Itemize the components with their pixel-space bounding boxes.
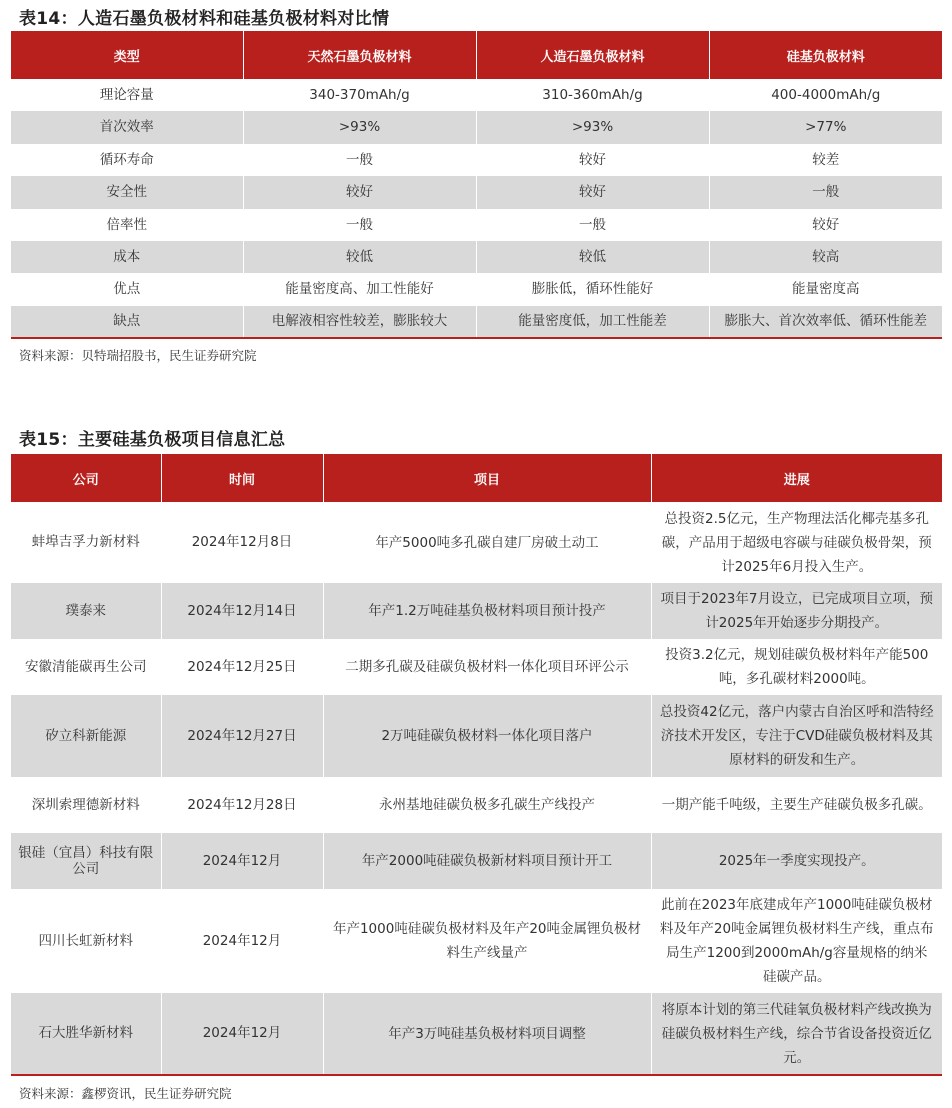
table15-header-project: 项目 <box>323 454 651 502</box>
table-cell: >93% <box>243 111 476 143</box>
table-row <box>11 993 942 1075</box>
table-cell: 永州基地硅碳负极多孔碳生产线投产 <box>323 777 651 833</box>
table-cell: 2024年12月8日 <box>161 502 323 583</box>
table-row <box>11 176 942 208</box>
table-cell: 较好 <box>476 144 709 176</box>
table-cell: 深圳索理德新材料 <box>11 777 161 833</box>
table-cell: 较好 <box>243 176 476 208</box>
table-cell: 一般 <box>243 209 476 241</box>
table14-header-silicon: 硅基负极材料 <box>709 31 942 79</box>
table-cell: 将原本计划的第三代硅氧负极材料产线改换为硅碳负极材料生产线，综合节省设备投资近亿元。 <box>651 993 942 1075</box>
table-cell: 较好 <box>476 176 709 208</box>
table-cell: 310-360mAh/g <box>476 79 709 111</box>
table14-header-type: 类型 <box>11 31 243 79</box>
table-cell: 优点 <box>11 273 243 305</box>
table-cell: 2024年12月27日 <box>161 695 323 777</box>
table-cell: 倍率性 <box>11 209 243 241</box>
table-cell: 较好 <box>812 216 840 233</box>
table-row <box>11 777 942 833</box>
table-cell: 缺点 <box>11 306 243 338</box>
table-row <box>11 889 942 993</box>
table-row <box>11 502 942 583</box>
table-cell: 400-4000mAh/g <box>771 86 881 103</box>
table-cell: >93% <box>476 111 709 143</box>
table-cell: 年产3万吨硅基负极材料项目调整 <box>323 993 651 1075</box>
table-cell: 较低 <box>243 241 476 273</box>
table-cell: 四川长虹新材料 <box>11 889 161 993</box>
table14-header-artificial-graphite: 人造石墨负极材料 <box>476 31 709 79</box>
table-cell: 膨胀大、首次效率低、循环性能差 <box>709 306 942 338</box>
table-cell: 项目于2023年7月设立，已完成项目立项，预计2025年开始逐步分期投产。 <box>651 583 942 639</box>
table-cell: 循环寿命 <box>11 144 243 176</box>
table14-title: 表14：人造石墨负极材料和硅基负极材料对比情 <box>19 9 390 29</box>
table-cell: 一期产能千吨级，主要生产硅碳负极多孔碳。 <box>661 797 932 813</box>
table14-source-note: 资料来源：贝特瑞招股书，民生证券研究院 <box>19 348 257 363</box>
table-cell: 一般 <box>476 209 709 241</box>
table-row <box>11 209 942 241</box>
table-cell: 总投资42亿元，落户内蒙古自治区呼和浩特经济技术开发区，专注于CVD硅碳负极材料及其原材料的研发和生产。 <box>651 695 942 777</box>
table-cell: 安徽清能碳再生公司 <box>11 639 161 695</box>
table-cell: 年产1000吨硅碳负极材料及年产20吨金属锂负极材料生产线量产 <box>323 889 651 993</box>
table-row <box>11 639 942 695</box>
table-cell: 年产1.2万吨硅基负极材料项目预计投产 <box>323 583 651 639</box>
table-cell: 较高 <box>709 241 942 273</box>
table-cell: 2024年12月 <box>161 833 323 889</box>
table-cell: 投资3.2亿元，规划硅碳负极材料年产能500吨，多孔碳材料2000吨。 <box>665 647 929 687</box>
table-cell: 2024年12月14日 <box>161 583 323 639</box>
table-cell: 二期多孔碳及硅碳负极材料一体化项目环评公示 <box>323 639 651 695</box>
table15 <box>11 454 942 1076</box>
table-cell: 2024年12月28日 <box>161 777 323 833</box>
table14-header-row <box>11 31 942 79</box>
table-cell: 能量密度高 <box>792 281 860 298</box>
table-cell: 2万吨硅碳负极材料一体化项目落户 <box>323 695 651 777</box>
table-cell: 理论容量 <box>11 79 243 111</box>
table-cell: 总投资2.5亿元，生产物理法活化椰壳基多孔碳，产品用于超级电容碳与硅碳负极骨架，预计2025年6月投入生产。 <box>661 510 932 575</box>
table-cell: 2024年12月 <box>161 889 323 993</box>
table-cell: 2024年12月 <box>161 993 323 1075</box>
table-cell: 电解液相容性较差，膨胀较大 <box>243 306 476 338</box>
table-cell: 340-370mAh/g <box>243 79 476 111</box>
table-cell: 蚌埠吉孚力新材料 <box>11 502 161 583</box>
table-cell: 璞泰来 <box>11 583 161 639</box>
table-cell: 年产5000吨多孔碳自建厂房破土动工 <box>323 502 651 583</box>
table-cell: 首次效率 <box>11 111 243 143</box>
table-cell: >77% <box>709 111 942 143</box>
table-cell: 银硅（宜昌）科技有限公司 <box>11 833 161 889</box>
table15-title: 表15：主要硅基负极项目信息汇总 <box>19 430 286 450</box>
table14 <box>11 31 942 339</box>
table14-header-natural-graphite: 天然石墨负极材料 <box>243 31 476 79</box>
table-row <box>11 306 942 338</box>
table15-header-company: 公司 <box>11 454 161 502</box>
table15-source-note: 资料来源：鑫椤资讯，民生证券研究院 <box>19 1086 232 1101</box>
table-cell: 2025年一季度实现投产。 <box>651 833 942 889</box>
table-cell: 较低 <box>476 241 709 273</box>
table-row <box>11 583 942 639</box>
table-row <box>11 111 942 143</box>
table-cell: 2024年12月25日 <box>161 639 323 695</box>
table-cell: 膨胀低，循环性能好 <box>476 273 709 305</box>
table-cell: 矽立科新能源 <box>11 695 161 777</box>
table-cell: 能量密度高、加工性能好 <box>243 273 476 305</box>
table-cell: 年产2000吨硅碳负极新材料项目预计开工 <box>323 833 651 889</box>
table-row <box>11 833 942 889</box>
table-cell: 一般 <box>709 176 942 208</box>
table-cell: 较差 <box>812 151 840 168</box>
table-row <box>11 144 942 176</box>
table15-header-progress: 进展 <box>651 454 942 502</box>
table-cell: 能量密度低，加工性能差 <box>476 306 709 338</box>
table-cell: 安全性 <box>11 176 243 208</box>
table-cell: 石大胜华新材料 <box>11 993 161 1075</box>
table-cell: 此前在2023年底建成年产1000吨硅碳负极材料及年产20吨金属锂负极材料生产线，重点布局生产1200到2000mAh/g容量规格的纳米硅碳产品。 <box>659 897 934 985</box>
table15-header-date: 时间 <box>161 454 323 502</box>
table15-header-row <box>11 454 942 502</box>
table-row <box>11 273 942 305</box>
table-cell: 一般 <box>243 144 476 176</box>
table-row <box>11 241 942 273</box>
table-row <box>11 695 942 777</box>
table-cell: 成本 <box>11 241 243 273</box>
table-row <box>11 79 942 111</box>
